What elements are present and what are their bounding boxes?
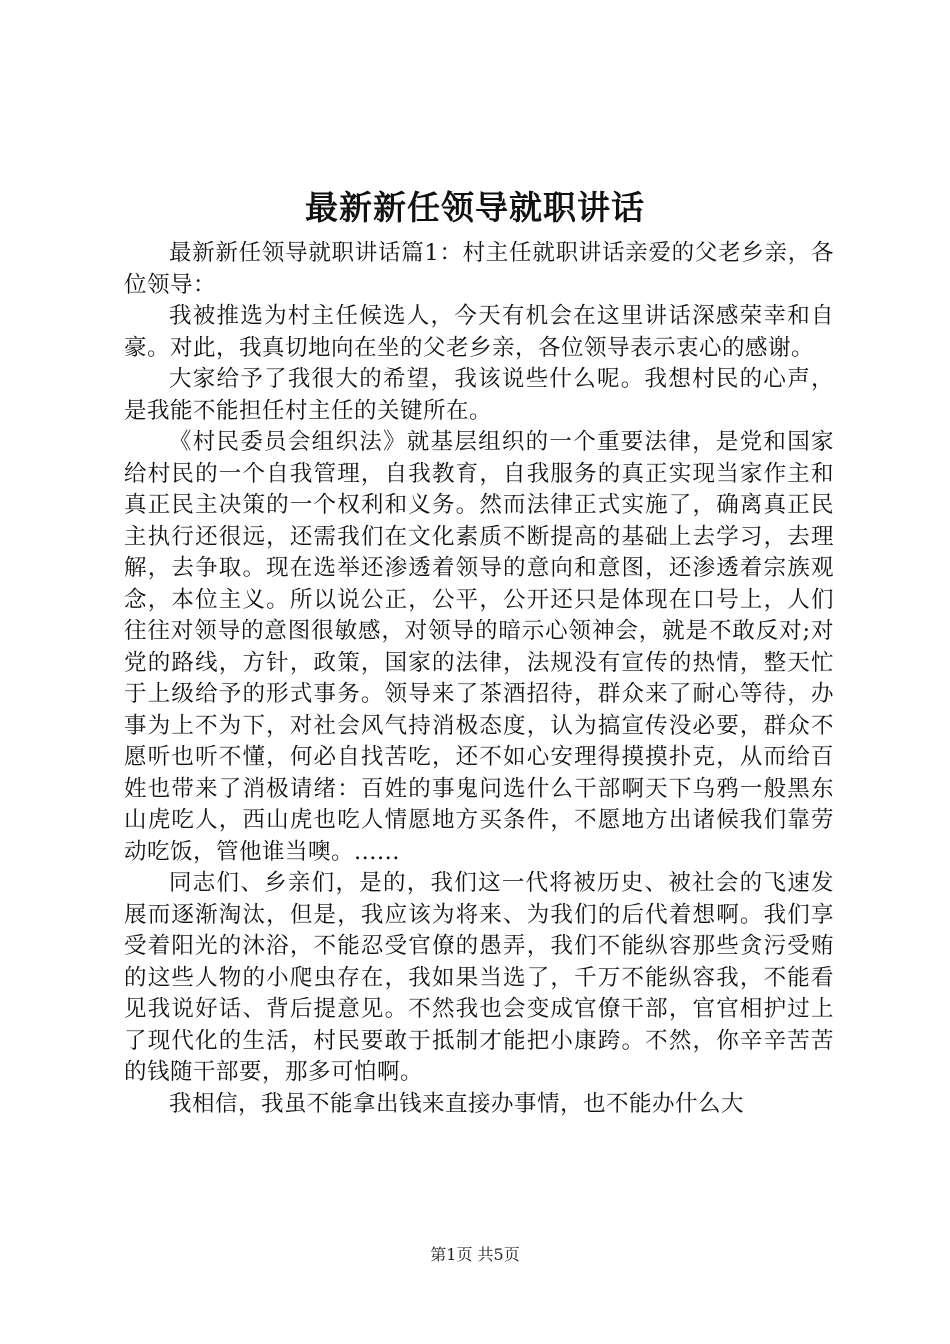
- document-body: [124, 238, 834, 1120]
- page-number-footer: 第1页 共5页: [430, 1245, 520, 1264]
- paragraph-intro: 最新新任领导就职讲话篇1：村主任就职讲话亲爱的父老乡亲，各位领导：: [124, 240, 834, 298]
- paragraph-belief: 我相信，我虽不能拿出钱来直接办事情，也不能办什么大: [169, 1090, 745, 1117]
- document-title: 最新新任领导就职讲话: [305, 188, 645, 227]
- paragraph-law: 《村民委员会组织法》就基层组织的一个重要法律，是党和国家给村民的一个自我管理，自我教育，自我服务的真正实现当家作主和真正民主决策的一个权利和义务。然而法律正式实施了，确离真正民主执行还很远，还需我们在文化素质不断提高的基础上去学习，去理解，去争取。现在选举还渗透着领导的意向和意图，还渗透着宗族观念，本位主义。所以说公正，公平，公开还只是体现在口号上，人们往往对领导的意图很敏感，对领导的暗示心领神会，就是不敢反对;对党的路线，方针，政策，国家的法律，法规没有宣传的热情，整天忙于上级给予的形式事务。领导来了茶酒招待，群众来了耐心等待，办事为上不为下，对社会风气持消极态度，认为搞宣传没必要，群众不愿听也听不懂，何必自找苦吃，还不如心安理得摸摸扑克，从而给百姓也带来了消极请绪：百姓的事鬼问选什么干部啊天下乌鸦一般黑东山虎吃人，西山虎也吃人情愿地方买条件，不愿地方出诸候我们靠劳动吃饭，管他谁当噢。......: [124, 429, 834, 865]
- paragraph-thanks: 我被推选为村主任候选人，今天有机会在这里讲话深感荣幸和自豪。对此，我真切地向在坐的父老乡亲，各位领导表示衷心的感谢。: [124, 303, 834, 361]
- paragraph-comrades: 同志们、乡亲们，是的，我们这一代将被历史、被社会的飞速发展而逐渐淘汰，但是，我应该为将来、为我们的后代着想啊。我们享受着阳光的沐浴，不能忍受官僚的愚弄，我们不能纵容那些贪污受贿的这些人物的小爬虫存在，我如果当选了，千万不能纵容我，不能看见我说好话、背后提意见。不然我也会变成官僚干部，官官相护过上了现代化的生活，村民要敢于抵制才能把小康跨。不然，你辛辛苦苦的钱随干部要，那多可怕啊。: [124, 870, 834, 1085]
- paragraph-hope: 大家给予了我很大的希望，我该说些什么呢。我想村民的心声，是我能不能担任村主任的关键所在。: [124, 366, 834, 424]
